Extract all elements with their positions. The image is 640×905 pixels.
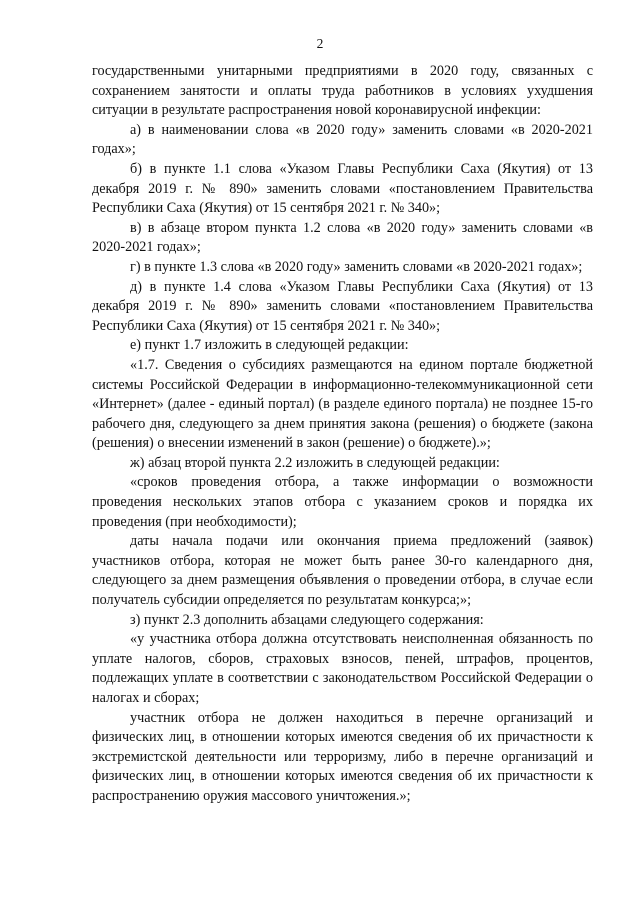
paragraph: а) в наименовании слова «в 2020 году» заменить словами «в 2020-2021 годах»;	[92, 121, 593, 158]
paragraph: ж) абзац второй пункта 2.2 изложить в следующей редакции:	[130, 454, 500, 471]
paragraph: б) в пункте 1.1 слова «Указом Главы Республики Саха (Якутия) от 13 декабря 2019 г. № 890» заменить словами «постановлением Правительства Республики Саха (Якутия) от 15 сентября 2021 г. № 340»;	[92, 160, 593, 217]
paragraph: е) пункт 1.7 изложить в следующей редакции:	[130, 337, 409, 354]
paragraph: даты начала подачи или окончания приема предложений (заявок) участников отбора, которая не может быть ранее 30-го календарного дня, следующего за днем размещения объявления о проведении отбора, в случае если получатель субсидии определяется по результатам конкурса;»;	[92, 533, 593, 609]
paragraph: «у участника отбора должна отсутствовать неисполненная обязанность по уплате налогов, сборов, страховых взносов, пеней, штрафов, процентов, подлежащих уплате в соответствии с законодательством Российской Федерации о налогах и сборах;	[92, 631, 593, 706]
paragraph: г) в пункте 1.3 слова «в 2020 году» заменить словами «в 2020-2021 годах»;	[130, 258, 583, 275]
page-number: 2	[316, 36, 324, 51]
paragraph: «1.7. Сведения о субсидиях размещаются на едином портале бюджетной системы Российской Федерации в информационно-телекоммуникационной сети «Интернет» (далее - единый портал) (в разделе единого портала) не позднее 15-го рабочего дня, следующего за днем принятия закона (решения) о бюджете (закона (решения) о внесении изменений в закон (решение) о бюджете).»;	[92, 356, 593, 452]
paragraph: «сроков проведения отбора, а также информации о возможности проведения нескольких этапов отбора с указанием сроков и порядка их проведения (при необходимости);	[92, 474, 593, 530]
paragraph: з) пункт 2.3 дополнить абзацами следующего содержания:	[130, 611, 484, 628]
paragraph: д) в пункте 1.4 слова «Указом Главы Республики Саха (Якутия) от 13 декабря 2019 г. № 890» заменить словами «постановлением Правительства Республики Саха (Якутия) от 15 сентября 2021 г. № 340»;	[92, 278, 593, 334]
paragraph: государственными унитарными предприятиями в 2020 году, связанных с сохранением занятости и оплаты труда работников в условиях ухудшения ситуации в результате распространения новой коронавирусной инфекции:	[92, 63, 593, 119]
paragraph: участник отбора не должен находиться в перечне организаций и физических лиц, в отношении которых имеются сведения об их причастности к экстремистской деятельности или терроризму, либо в перечне организаций и физических лиц, в отношении которых имеются сведения об их причастности к распространению оружия массового уничтожения.»;	[92, 709, 593, 804]
document-body	[92, 62, 593, 807]
paragraph: в) в абзаце втором пункта 1.2 слова «в 2020 году» заменить словами «в 2020-2021 годах»;	[92, 219, 593, 256]
